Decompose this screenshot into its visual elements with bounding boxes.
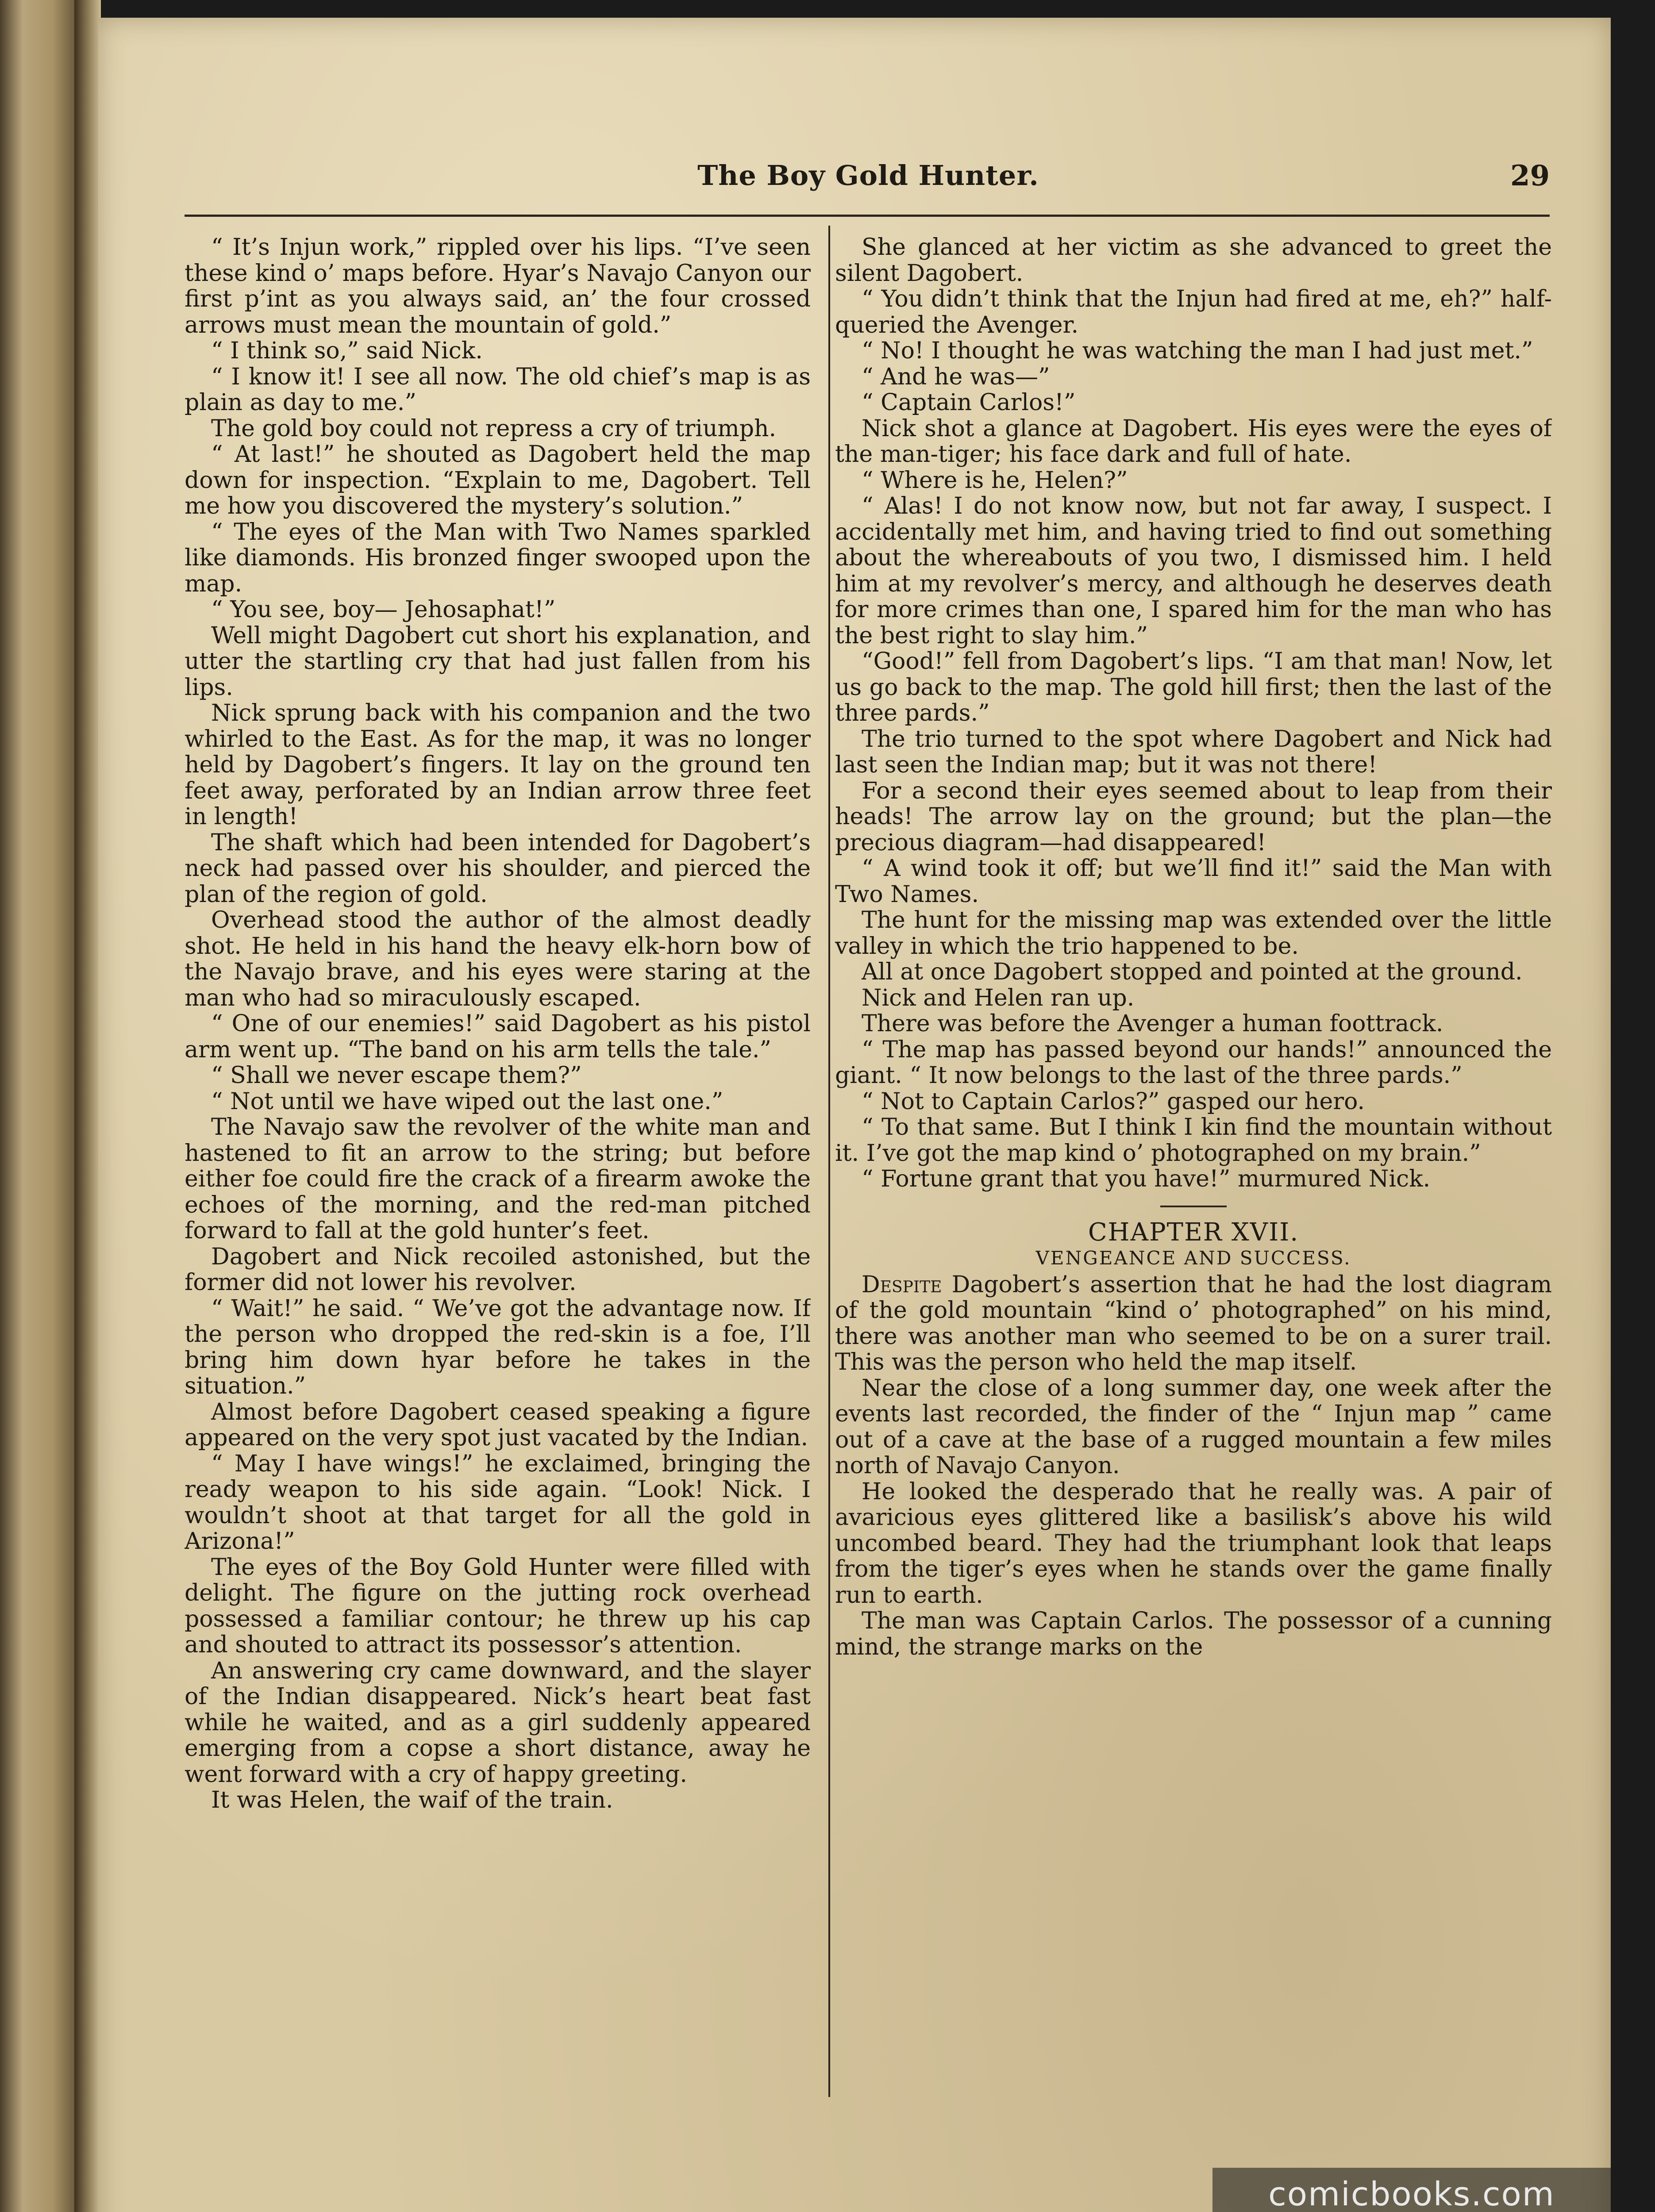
paragraph: “ Not to Captain Carlos?” gasped our hero. [862, 1088, 1365, 1115]
paragraph: “ Wait!” he said. “ We’ve got the advantage now. If the person who dropped the red-skin is a foe, I’ll bring him down hyar before he takes in the situation.” [185, 1295, 811, 1399]
chapter-opening-paragraph [835, 1272, 1552, 1375]
paragraph: “ You see, boy— Jehosaphat!” [211, 596, 556, 623]
paragraph: “ I think so,” said Nick. [211, 338, 483, 364]
right-column [835, 234, 1552, 2093]
chapter-subtitle: VENGEANCE AND SUCCESS. [1035, 1247, 1351, 1269]
running-title: The Boy Gold Hunter. [697, 159, 1039, 192]
paragraph: “ You didn’t think that the Injun had fired at me, eh?” half-queried the Avenger. [835, 286, 1552, 338]
paragraph: For a second their eyes seemed about to leap from their heads! The arrow lay on the ground; but the plan—the precious diagram—had disappeared! [835, 777, 1552, 856]
paragraph: “ A wind took it off; but we’ll find it!” said the Man with Two Names. [835, 855, 1552, 908]
watermark: comicbooks.com [1212, 2168, 1611, 2212]
book-page [98, 18, 1611, 2212]
paragraph: The man was Captain Carlos. The possessor of a cunning mind, the strange marks on the [835, 1608, 1552, 1660]
paragraph: “ The map has passed beyond our hands!” announced the giant. “ It now belongs to the last of the three pards.” [835, 1036, 1552, 1089]
section-rule [1160, 1206, 1227, 1207]
paragraph: There was before the Avenger a human foottrack. [862, 1010, 1443, 1037]
paragraph: Nick shot a glance at Dagobert. His eyes were the eyes of the man-tiger; his face dark and full of hate. [835, 415, 1552, 468]
paragraph: Nick sprung back with his companion and the two whirled to the East. As for the map, it was no longer held by Dagobert’s fingers. It lay on the ground ten feet away, perforated by an Indian arrow three feet in length! [185, 700, 811, 830]
running-header [187, 146, 1550, 199]
paragraph: It was Helen, the waif of the train. [211, 1787, 613, 1813]
paragraph: “ One of our enemies!” said Dagobert as his pistol arm went up. “The band on his arm tells the tale.” [185, 1010, 811, 1063]
paragraph: “ At last!” he shouted as Dagobert held the map down for inspection. “Explain to me, Dagobert. Tell me how you discovered the mystery’s solution.” [185, 441, 811, 519]
paragraph: “ May I have wings!” he exclaimed, bringing the ready weapon to his side again. “Look! Nick. I wouldn’t shoot at that target for all the gold in Arizona!” [185, 1450, 811, 1555]
paragraph: An answering cry came downward, and the slayer of the Indian disappeared. Nick’s heart beat fast while he waited, and as a girl suddenly appeared emerging from a copse a short distance, away he went forward with a cry of happy greeting. [185, 1657, 811, 1788]
paragraph: “ I know it! I see all now. The old chief’s map is as plain as day to me.” [185, 363, 811, 416]
paragraph: Nick and Helen ran up. [862, 984, 1135, 1011]
opening-text: Dagobert’s assertion that he had the lost diagram of the gold mountain “kind o’ photographed” on his mind, there was another man who seemed to be on a surer trail. This was the person who held the map itself. [835, 1271, 1552, 1375]
paragraph: “ Not until we have wiped out the last one.” [211, 1088, 724, 1115]
paragraph: The gold boy could not repress a cry of triumph. [211, 415, 777, 442]
left-column [185, 234, 811, 2093]
paragraph: Overhead stood the author of the almost deadly shot. He held in his hand the heavy elk-horn bow of the Navajo brave, and his eyes were staring at the man who had so miraculously escaped. [185, 907, 811, 1011]
column-rule [828, 226, 830, 2097]
paragraph: Almost before Dagobert ceased speaking a figure appeared on the very spot just vacated by the Indian. [185, 1398, 811, 1451]
paragraph: “ Shall we never escape them?” [211, 1062, 582, 1089]
paragraph: “ Alas! I do not know now, but not far away, I suspect. I accidentally met him, and having tried to find out something about the whereabouts of you two, I dismissed him. I held him at my revolver’s mercy, and although he deserves death for more crimes than one, I spared him for the man who has the best right to slay him.” [835, 493, 1552, 649]
paragraph: Near the close of a long summer day, one week after the events last recorded, the finder of the “ Injun map ” came out of a cave at the base of a rugged mountain a few miles north of Navajo Canyon. [835, 1375, 1552, 1479]
paragraph: All at once Dagobert stopped and pointed at the ground. [862, 959, 1523, 985]
paragraph: The shaft which had been intended for Dagobert’s neck had passed over his shoulder, and pierced the plan of the region of gold. [185, 829, 811, 908]
paragraph: “ To that same. But I think I kin find the mountain without it. I’ve got the map kind o’ photographed on my brain.” [835, 1114, 1552, 1167]
opening-word: Despite [862, 1271, 942, 1298]
paragraph: Dagobert and Nick recoiled astonished, but the former did not lower his revolver. [185, 1243, 811, 1296]
paragraph: “ And he was—” [862, 363, 1050, 390]
paragraph: “ The eyes of the Man with Two Names sparkled like diamonds. His bronzed finger swooped upon the map. [185, 518, 811, 597]
paragraph: The trio turned to the spot where Dagobert and Nick had last seen the Indian map; but it was not there! [835, 726, 1552, 778]
previous-page-edge [0, 0, 75, 2212]
paragraph: “ Captain Carlos!” [862, 389, 1076, 416]
paragraph: “ No! I thought he was watching the man I had just met.” [862, 338, 1533, 364]
paragraph: “Good!” fell from Dagobert’s lips. “I am that man! Now, let us go back to the map. The gold hill first; then the last of the three pards.” [835, 648, 1552, 726]
paragraph: “ Fortune grant that you have!” murmured Nick. [862, 1166, 1431, 1192]
chapter-heading: CHAPTER XVII. [1088, 1217, 1299, 1247]
page-number: 29 [1510, 159, 1550, 192]
paragraph: The eyes of the Boy Gold Hunter were filled with delight. The figure on the jutting rock overhead possessed a familiar contour; he threw up his cap and shouted to attract its possessor’s attention. [185, 1554, 811, 1658]
paragraph: The Navajo saw the revolver of the white man and hastened to fit an arrow to the string; but before either foe could fire the crack of a firearm awoke the echoes of the morning, and the red-man pitched forward to fall at the gold hunter’s feet. [185, 1114, 811, 1244]
paragraph: She glanced at her victim as she advanced to greet the silent Dagobert. [835, 234, 1552, 287]
paragraph: The hunt for the missing map was extended over the little valley in which the trio happened to be. [835, 907, 1552, 960]
paragraph: “ It’s Injun work,” rippled over his lips. “I’ve seen these kind o’ maps before. Hyar’s Navajo Canyon our first p’int as you always said, an’ the four crossed arrows must mean the mountain of gold.” [185, 234, 811, 338]
header-rule [185, 215, 1550, 217]
book-spine [74, 0, 101, 2212]
paragraph: Well might Dagobert cut short his explanation, and utter the startling cry that had just fallen from his lips. [185, 622, 811, 701]
paragraph: He looked the desperado that he really was. A pair of avaricious eyes glittered like a basilisk’s above his wild uncombed beard. They had the triumphant look that leaps from the tiger’s eyes when he stands over the game finally run to earth. [835, 1478, 1552, 1609]
paragraph: “ Where is he, Helen?” [862, 467, 1128, 494]
